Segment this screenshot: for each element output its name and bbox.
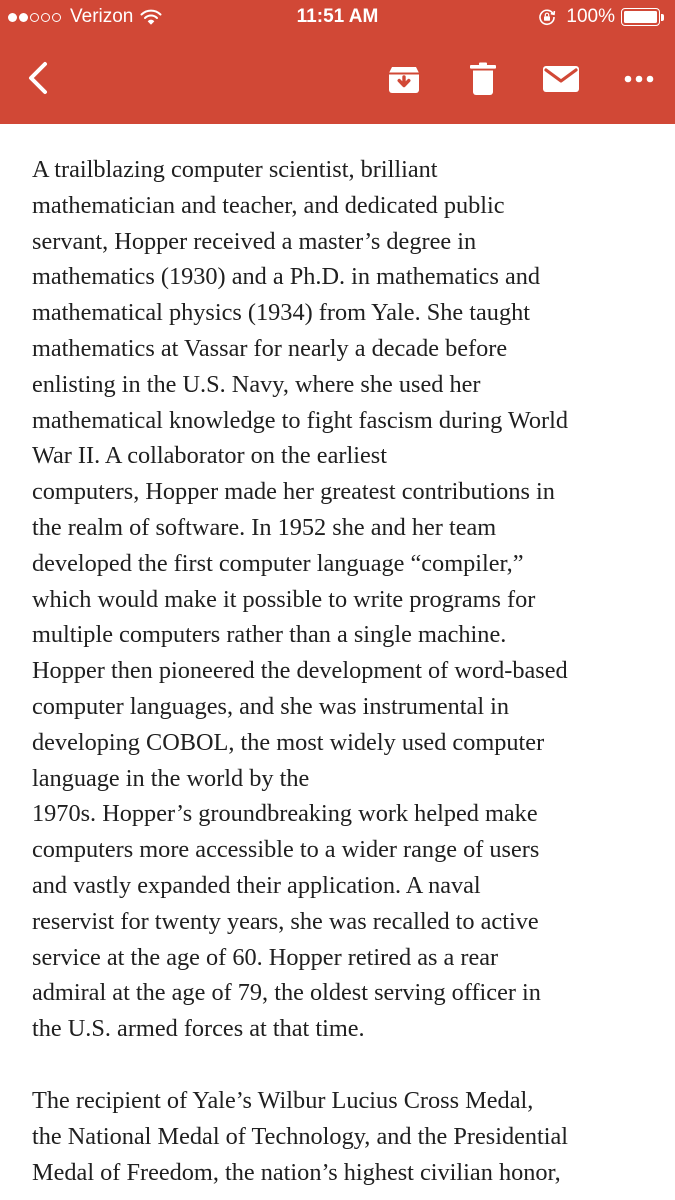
status-right <box>538 6 665 28</box>
text-line: service at the age of 60. Hopper retired as a rear <box>32 943 499 971</box>
text-line: reservist for twenty years, she was recalled to active <box>32 907 539 935</box>
back-button[interactable] <box>18 56 58 100</box>
text-line: mathematics (1930) and a Ph.D. in mathematics and <box>32 263 541 291</box>
text-line: The recipient of Yale’s Wilbur Lucius Cross Medal, <box>32 1086 534 1114</box>
battery-fill <box>624 11 657 23</box>
text-line: 1970s. Hopper’s groundbreaking work helped make <box>32 800 538 828</box>
text-line: servant, Hopper received a master’s degree in <box>32 227 477 255</box>
battery-body <box>621 8 660 26</box>
text-line: developing COBOL, the most widely used computer <box>32 728 545 756</box>
text-line: the realm of software. In 1952 she and her team <box>32 513 497 541</box>
text-line: admiral at the age of 79, the oldest serving officer in <box>32 979 541 1007</box>
text-line: multiple computers rather than a single machine. <box>32 621 507 649</box>
archive-button[interactable] <box>381 58 427 100</box>
text-line: mathematical physics (1934) from Yale. She taught <box>32 299 530 327</box>
trash-icon <box>469 62 497 96</box>
app-header <box>0 0 675 124</box>
back-arrow-icon <box>27 61 49 95</box>
text-line: and vastly expanded their application. A naval <box>32 871 481 899</box>
text-line: which would make it possible to write programs for <box>32 585 536 613</box>
status-time: 11:51 AM <box>296 6 379 27</box>
text-line: developed the first computer language “compiler,” <box>32 549 524 577</box>
message-paragraph <box>32 1083 642 1190</box>
carrier-name: Verizon <box>70 6 134 27</box>
orientation-lock-icon <box>538 8 556 26</box>
text-line: language in the world by the <box>32 764 310 792</box>
text-line: Hopper then pioneered the development of word-based <box>32 657 568 685</box>
text-line: mathematician and teacher, and dedicated public <box>32 191 505 219</box>
text-line: War II. A collaborator on the earliest <box>32 442 387 470</box>
text-line: computers more accessible to a wider range of users <box>32 836 540 864</box>
battery-percent: 100% <box>566 6 615 27</box>
text-line: mathematics at Vassar for nearly a decade before <box>32 334 508 362</box>
text-line: enlisting in the U.S. Navy, where she used her <box>32 370 481 398</box>
battery-tip <box>661 14 664 21</box>
battery-icon <box>621 8 665 27</box>
more-options-button[interactable] <box>615 58 663 100</box>
text-line: computer languages, and she was instrumental in <box>32 692 510 720</box>
text-line: A trailblazing computer scientist, brilliant <box>32 156 438 183</box>
status-bar <box>0 0 675 34</box>
message-body <box>32 152 642 1190</box>
mark-unread-button[interactable] <box>537 58 585 100</box>
more-dots-icon <box>624 75 654 83</box>
archive-icon <box>388 63 420 95</box>
delete-button[interactable] <box>461 58 505 100</box>
text-line: mathematical knowledge to fight fascism during World <box>32 406 569 434</box>
text-line: the U.S. armed forces at that time. <box>32 1015 365 1043</box>
mail-envelope-icon <box>543 66 579 92</box>
text-line: computers, Hopper made her greatest contributions in <box>32 478 555 506</box>
message-paragraph <box>32 152 642 1047</box>
text-line: Medal of Freedom, the nation’s highest civilian honor, <box>32 1158 561 1186</box>
text-line: the National Medal of Technology, and the Presidential <box>32 1122 569 1150</box>
